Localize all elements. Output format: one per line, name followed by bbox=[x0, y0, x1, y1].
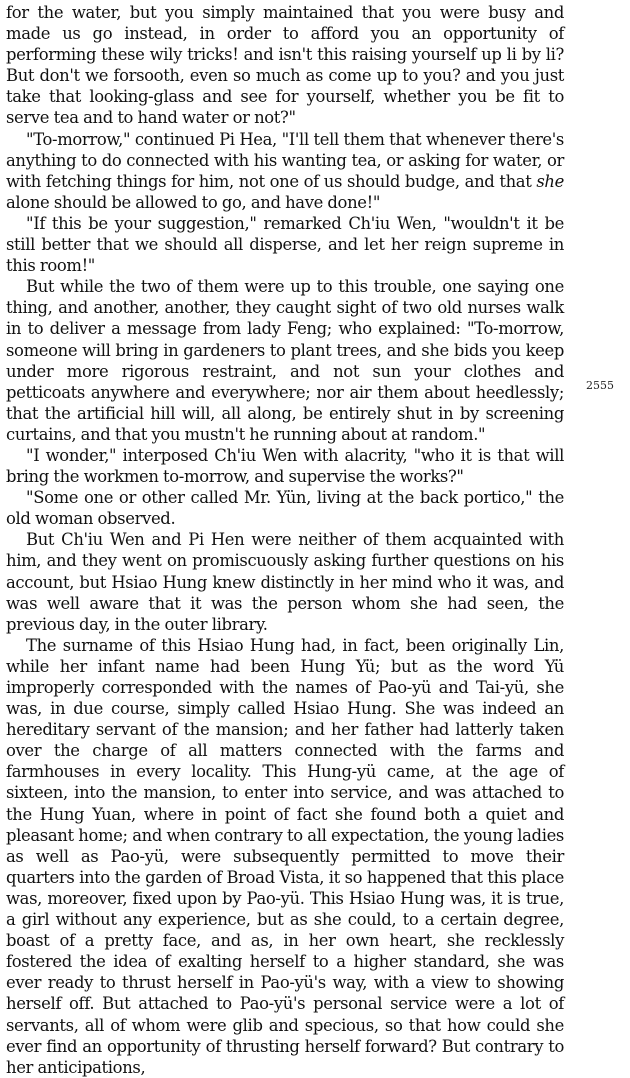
emphasized-word: she bbox=[536, 171, 564, 191]
paragraph bbox=[6, 529, 564, 634]
paragraph bbox=[6, 635, 564, 1078]
paragraph bbox=[6, 213, 564, 276]
paragraph bbox=[6, 445, 564, 487]
paragraph bbox=[6, 487, 564, 529]
paragraph-text: But Ch'iu Wen and Pi Hen were neither of them acquainted with him, and they went on promiscuously asking further questions on his account, but Hsiao Hung knew distinctly in her mind who it was, and was well aware that it was the person whom she had seen, the previous day, in the outer library. bbox=[6, 530, 564, 634]
paragraph-text: "To-morrow," continued Pi Hea, "I'll tell them that whenever there's anything to do connected with his wanting tea, or asking for water, or with fetching things for him, not one of us should budge, and that bbox=[6, 129, 564, 191]
paragraph bbox=[6, 276, 564, 445]
paragraph-text: "If this be your suggestion," remarked Ch'iu Wen, "wouldn't it be still better that we should all disperse, and let her reign supreme in this room!" bbox=[6, 213, 564, 276]
paragraph-text: But while the two of them were up to this trouble, one saying one thing, and another, another, they caught sight of two old nurses walk in to deliver a message from lady Feng; who explained: "To-morrow, someone will bring in gardeners to plant trees, and she bids you keep under more rigorous restraint, and not sun your clothes and petticoats anywhere and everywhere; nor air them about heedlessly; that the artificial hill will, all along, be entirely shut in by screening curtains, and that you mustn't he running about at random." bbox=[6, 277, 564, 444]
paragraph-text: "Some one or other called Mr. Yün, living at the back portico," the old woman observed. bbox=[6, 488, 564, 529]
page-number: 2555 bbox=[586, 379, 614, 392]
paragraph bbox=[6, 129, 564, 213]
paragraph-text: "I wonder," interposed Ch'iu Wen with alacrity, "who it is that will bring the workmen to-morrow, and supervise the works?" bbox=[6, 445, 564, 487]
paragraph-text: for the water, but you simply maintained that you were busy and made us go instead, in order to afford you an opportunity of performing these wily tricks! and isn't this raising yourself up li by li? But don't we forsooth, even so much as come up to you? and you just take that looking-glass and see for yourself, whether you be fit to serve tea and to hand water or not?" bbox=[6, 3, 564, 128]
paragraph-text: alone should be allowed to go, and have done!" bbox=[6, 192, 381, 212]
paragraph-text: The surname of this Hsiao Hung had, in fact, been originally Lin, while her infant name had been Hung Yü; but as the word Yü improperly corresponded with the names of Pao-yü and Tai-yü, she was, in due course, simply called Hsiao Hung. She was indeed an hereditary servant of the mansion; and her father had latterly taken over the charge of all matters connected with the farms and farmhouses in every locality. This Hung-yü came, at the age of sixteen, into the mansion, to enter into service, and was attached to the Hung Yuan, where in point of fact she found both a quiet and pleasant home; and when contrary to all expectation, the young ladies as well as Pao-yü, were subsequently permitted to move their quarters into the garden of Broad Vista, it so happened that this place was, moreover, fixed upon by Pao-yü. This Hsiao Hung was, it is true, a girl without any experience, but as she could, to a certain degree, boast of a pretty face, and as, in her own heart, she recklessly fostered the idea of exalting herself to a higher standard, she was ever ready to thrust herself in Pao-yü's way, with a view to showing herself off. But attached to Pao-yü's personal service were a lot of servants, all of whom were glib and specious, so that how could she ever find an opportunity of thrusting herself forward? But contrary to her anticipations, bbox=[6, 635, 564, 1077]
page-body bbox=[6, 2, 564, 1078]
paragraph bbox=[6, 2, 564, 129]
